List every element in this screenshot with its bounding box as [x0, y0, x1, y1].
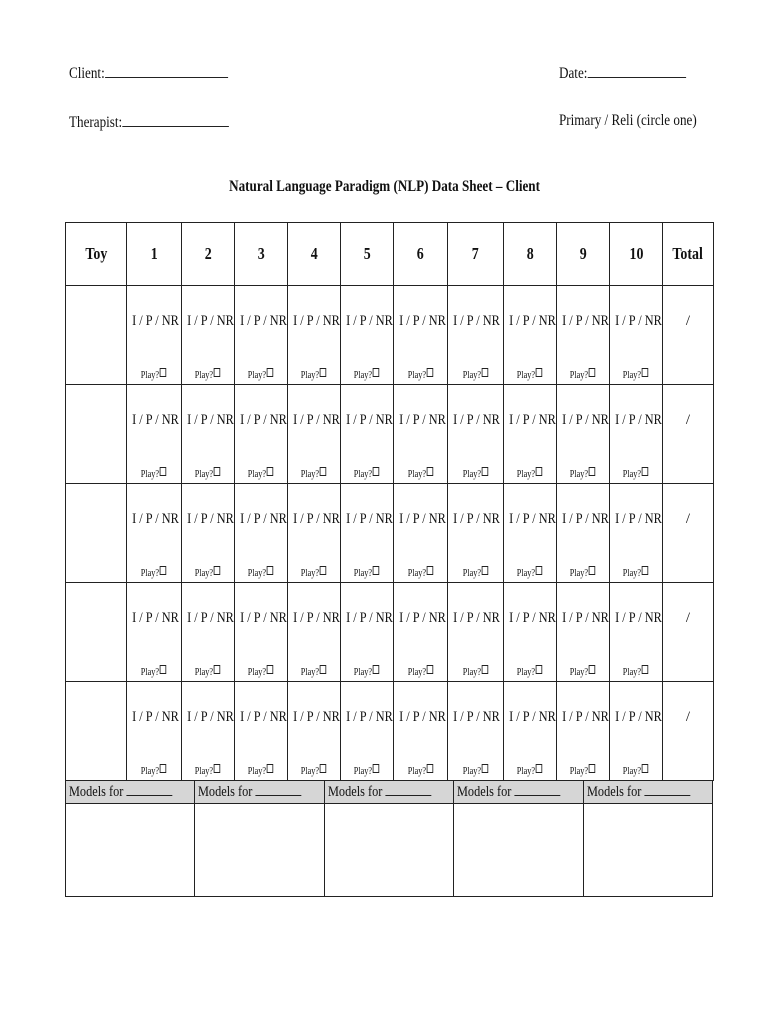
checkbox-icon[interactable] — [320, 566, 327, 575]
checkbox-icon[interactable] — [589, 467, 596, 476]
toy-cell[interactable] — [66, 484, 127, 583]
trial-cell[interactable] — [394, 682, 448, 781]
checkbox-icon[interactable] — [427, 467, 434, 476]
play-checkbox[interactable]: Play? — [557, 467, 609, 480]
toy-cell[interactable] — [66, 286, 127, 385]
trial-cell[interactable] — [448, 286, 504, 385]
checkbox-icon[interactable] — [373, 467, 380, 476]
total-slash: / — [685, 511, 691, 527]
models-header-row — [66, 781, 713, 804]
checkbox-icon[interactable] — [160, 467, 167, 476]
checkbox-icon[interactable] — [589, 368, 596, 377]
play-checkbox[interactable]: Play? — [182, 467, 234, 480]
response-options[interactable]: I / P / NR — [187, 709, 234, 725]
play-checkbox[interactable]: Play? — [235, 665, 287, 678]
play-checkbox[interactable]: Play? — [127, 368, 181, 381]
trial-cell[interactable] — [341, 682, 394, 781]
trial-cell[interactable] — [235, 286, 288, 385]
checkbox-icon[interactable] — [427, 764, 434, 773]
response-options[interactable]: I / P / NR — [509, 511, 556, 527]
play-checkbox[interactable]: Play? — [127, 665, 181, 678]
response-options[interactable]: I / P / NR — [562, 313, 609, 329]
play-checkbox[interactable]: Play? — [127, 764, 181, 777]
trial-cell[interactable] — [127, 385, 182, 484]
trial-cell[interactable] — [610, 286, 663, 385]
play-checkbox[interactable]: Play? — [448, 566, 503, 579]
checkbox-icon[interactable] — [214, 368, 221, 377]
checkbox-icon[interactable] — [427, 665, 434, 674]
date-label: Date: — [559, 65, 588, 82]
total-cell[interactable] — [663, 484, 714, 583]
trial-cell[interactable] — [557, 286, 610, 385]
trial-cell[interactable] — [504, 583, 557, 682]
models-body-row — [66, 804, 713, 897]
trial-cell[interactable] — [610, 583, 663, 682]
col-trial-7: 7 — [448, 223, 504, 286]
models-for-header: Models for — [195, 781, 324, 804]
table-row — [66, 484, 714, 583]
trial-cell[interactable] — [448, 484, 504, 583]
trial-cell[interactable] — [557, 385, 610, 484]
trial-cell[interactable] — [182, 286, 235, 385]
response-options[interactable]: I / P / NR — [399, 709, 446, 725]
checkbox-icon[interactable] — [214, 665, 221, 674]
play-checkbox[interactable]: Play? — [235, 566, 287, 579]
table-row — [66, 682, 714, 781]
play-checkbox[interactable]: Play? — [504, 764, 556, 777]
checkbox-icon[interactable] — [373, 665, 380, 674]
models-table — [65, 780, 713, 897]
response-options[interactable]: I / P / NR — [509, 412, 556, 428]
response-options[interactable]: I / P / NR — [615, 610, 662, 626]
play-checkbox[interactable]: Play? — [610, 467, 662, 480]
col-trial-5: 5 — [341, 223, 394, 286]
trial-cell[interactable] — [394, 286, 448, 385]
client-label: Client: — [69, 65, 105, 82]
toy-cell[interactable] — [66, 583, 127, 682]
trial-cell[interactable] — [448, 385, 504, 484]
response-options[interactable]: I / P / NR — [132, 610, 179, 626]
response-options[interactable]: I / P / NR — [240, 709, 287, 725]
trial-cell[interactable] — [288, 385, 341, 484]
response-options[interactable]: I / P / NR — [453, 610, 500, 626]
trial-cell[interactable] — [341, 484, 394, 583]
trial-cell[interactable] — [288, 484, 341, 583]
trial-cell[interactable] — [394, 484, 448, 583]
table-header-row — [66, 223, 714, 286]
models-for-header: Models for — [66, 781, 195, 804]
table-row — [66, 385, 714, 484]
checkbox-icon[interactable] — [214, 566, 221, 575]
col-trial-2: 2 — [182, 223, 235, 286]
total-cell[interactable] — [663, 385, 714, 484]
primary-reli-label: Primary / Reli (circle one) — [559, 112, 697, 129]
play-checkbox[interactable]: Play? — [557, 368, 609, 381]
checkbox-icon[interactable] — [482, 368, 489, 377]
models-entry-box[interactable] — [66, 804, 195, 897]
trial-cell[interactable] — [448, 682, 504, 781]
checkbox-icon[interactable] — [373, 566, 380, 575]
response-options[interactable]: I / P / NR — [240, 313, 287, 329]
response-options[interactable]: I / P / NR — [615, 511, 662, 527]
response-options[interactable]: I / P / NR — [132, 511, 179, 527]
checkbox-icon[interactable] — [589, 764, 596, 773]
response-options[interactable]: I / P / NR — [240, 610, 287, 626]
play-checkbox[interactable]: Play? — [610, 368, 662, 381]
checkbox-icon[interactable] — [267, 566, 274, 575]
response-options[interactable]: I / P / NR — [509, 313, 556, 329]
response-options[interactable]: I / P / NR — [399, 610, 446, 626]
models-blank[interactable] — [644, 783, 690, 796]
response-options[interactable]: I / P / NR — [562, 610, 609, 626]
col-total: Total — [663, 223, 714, 286]
play-checkbox[interactable]: Play? — [288, 566, 340, 579]
response-options[interactable]: I / P / NR — [346, 511, 393, 527]
response-options[interactable]: I / P / NR — [346, 412, 393, 428]
col-trial-3: 3 — [235, 223, 288, 286]
play-checkbox[interactable]: Play? — [504, 368, 556, 381]
models-for-header: Models for — [454, 781, 583, 804]
checkbox-icon[interactable] — [320, 764, 327, 773]
trial-cell[interactable] — [235, 682, 288, 781]
models-blank[interactable] — [515, 783, 561, 796]
toy-cell[interactable] — [66, 385, 127, 484]
page-title: Natural Language Paradigm (NLP) Data Sheet – Client — [229, 178, 541, 195]
checkbox-icon[interactable] — [589, 665, 596, 674]
response-options[interactable]: I / P / NR — [132, 709, 179, 725]
response-options[interactable]: I / P / NR — [453, 313, 500, 329]
therapist-label: Therapist: — [69, 114, 123, 131]
checkbox-icon[interactable] — [589, 566, 596, 575]
trial-cell[interactable] — [182, 385, 235, 484]
checkbox-icon[interactable] — [267, 764, 274, 773]
response-options[interactable]: I / P / NR — [453, 709, 500, 725]
col-trial-10: 10 — [610, 223, 663, 286]
play-checkbox[interactable]: Play? — [127, 566, 181, 579]
primary-reli-field[interactable] — [559, 112, 727, 130]
checkbox-icon[interactable] — [482, 566, 489, 575]
checkbox-icon[interactable] — [267, 467, 274, 476]
trial-cell[interactable] — [288, 583, 341, 682]
trial-cell[interactable] — [127, 682, 182, 781]
trial-cell[interactable] — [557, 682, 610, 781]
play-checkbox[interactable]: Play? — [341, 566, 393, 579]
models-blank[interactable] — [127, 783, 173, 796]
checkbox-icon[interactable] — [482, 665, 489, 674]
checkbox-icon[interactable] — [160, 665, 167, 674]
play-checkbox[interactable]: Play? — [394, 665, 447, 678]
trial-cell[interactable] — [235, 583, 288, 682]
play-checkbox[interactable]: Play? — [394, 764, 447, 777]
checkbox-icon[interactable] — [536, 566, 543, 575]
checkbox-icon[interactable] — [482, 764, 489, 773]
play-checkbox[interactable]: Play? — [341, 467, 393, 480]
table-row — [66, 583, 714, 682]
total-cell[interactable] — [663, 286, 714, 385]
play-checkbox[interactable]: Play? — [394, 368, 447, 381]
therapist-field[interactable] — [69, 112, 264, 132]
play-checkbox[interactable]: Play? — [288, 368, 340, 381]
checkbox-icon[interactable] — [642, 764, 649, 773]
play-checkbox[interactable]: Play? — [235, 764, 287, 777]
response-options[interactable]: I / P / NR — [293, 313, 340, 329]
nlp-data-table — [65, 222, 714, 781]
play-checkbox[interactable]: Play? — [394, 566, 447, 579]
trial-cell[interactable] — [610, 682, 663, 781]
trial-cell[interactable] — [504, 484, 557, 583]
play-checkbox[interactable]: Play? — [557, 764, 609, 777]
response-options[interactable]: I / P / NR — [187, 313, 234, 329]
trial-cell[interactable] — [610, 385, 663, 484]
checkbox-icon[interactable] — [214, 764, 221, 773]
response-options[interactable]: I / P / NR — [562, 511, 609, 527]
trial-cell[interactable] — [504, 682, 557, 781]
checkbox-icon[interactable] — [214, 467, 221, 476]
trial-cell[interactable] — [448, 583, 504, 682]
col-trial-8: 8 — [504, 223, 557, 286]
models-blank[interactable] — [385, 783, 431, 796]
trial-cell[interactable] — [504, 286, 557, 385]
response-options[interactable]: I / P / NR — [399, 511, 446, 527]
col-trial-9: 9 — [557, 223, 610, 286]
models-blank[interactable] — [256, 783, 302, 796]
play-checkbox[interactable]: Play? — [610, 665, 662, 678]
response-options[interactable]: I / P / NR — [132, 412, 179, 428]
response-options[interactable]: I / P / NR — [187, 610, 234, 626]
total-slash: / — [685, 412, 691, 428]
total-slash: / — [685, 313, 691, 329]
checkbox-icon[interactable] — [536, 368, 543, 377]
checkbox-icon[interactable] — [267, 665, 274, 674]
play-checkbox[interactable]: Play? — [127, 467, 181, 480]
table-row — [66, 286, 714, 385]
play-checkbox[interactable]: Play? — [341, 665, 393, 678]
checkbox-icon[interactable] — [427, 566, 434, 575]
models-entry-box[interactable] — [324, 804, 453, 897]
col-trial-6: 6 — [394, 223, 448, 286]
checkbox-icon[interactable] — [536, 467, 543, 476]
therapist-blank[interactable] — [122, 112, 229, 127]
play-checkbox[interactable]: Play? — [182, 764, 234, 777]
trial-cell[interactable] — [235, 385, 288, 484]
play-checkbox[interactable]: Play? — [504, 665, 556, 678]
play-checkbox[interactable]: Play? — [341, 368, 393, 381]
date-field[interactable] — [559, 63, 714, 83]
models-entry-box[interactable] — [583, 804, 712, 897]
play-checkbox[interactable]: Play? — [448, 368, 503, 381]
checkbox-icon[interactable] — [160, 764, 167, 773]
trial-cell[interactable] — [235, 484, 288, 583]
response-options[interactable]: I / P / NR — [615, 709, 662, 725]
play-checkbox[interactable]: Play? — [182, 665, 234, 678]
play-checkbox[interactable]: Play? — [182, 566, 234, 579]
checkbox-icon[interactable] — [267, 368, 274, 377]
response-options[interactable]: I / P / NR — [509, 709, 556, 725]
response-options[interactable]: I / P / NR — [346, 313, 393, 329]
trial-cell[interactable] — [127, 484, 182, 583]
checkbox-icon[interactable] — [320, 368, 327, 377]
trial-cell[interactable] — [288, 682, 341, 781]
date-blank[interactable] — [587, 63, 685, 78]
response-options[interactable]: I / P / NR — [453, 412, 500, 428]
trial-cell[interactable] — [610, 484, 663, 583]
total-slash: / — [685, 709, 691, 725]
response-options[interactable]: I / P / NR — [293, 511, 340, 527]
response-options[interactable]: I / P / NR — [240, 412, 287, 428]
checkbox-icon[interactable] — [642, 467, 649, 476]
models-entry-box[interactable] — [454, 804, 583, 897]
response-options[interactable]: I / P / NR — [615, 412, 662, 428]
trial-cell[interactable] — [182, 484, 235, 583]
response-options[interactable]: I / P / NR — [399, 412, 446, 428]
response-options[interactable]: I / P / NR — [346, 610, 393, 626]
checkbox-icon[interactable] — [427, 368, 434, 377]
checkbox-icon[interactable] — [536, 764, 543, 773]
play-checkbox[interactable]: Play? — [610, 566, 662, 579]
checkbox-icon[interactable] — [320, 467, 327, 476]
play-checkbox[interactable]: Play? — [448, 467, 503, 480]
response-options[interactable]: I / P / NR — [399, 313, 446, 329]
toy-cell[interactable] — [66, 682, 127, 781]
response-options[interactable]: I / P / NR — [240, 511, 287, 527]
play-checkbox[interactable]: Play? — [288, 764, 340, 777]
col-trial-1: 1 — [127, 223, 182, 286]
response-options[interactable]: I / P / NR — [453, 511, 500, 527]
play-checkbox[interactable]: Play? — [448, 665, 503, 678]
checkbox-icon[interactable] — [536, 665, 543, 674]
client-field[interactable] — [69, 63, 263, 83]
trial-cell[interactable] — [394, 385, 448, 484]
trial-cell[interactable] — [127, 583, 182, 682]
response-options[interactable]: I / P / NR — [187, 511, 234, 527]
trial-cell[interactable] — [341, 286, 394, 385]
play-checkbox[interactable]: Play? — [394, 467, 447, 480]
play-checkbox[interactable]: Play? — [235, 368, 287, 381]
trial-cell[interactable] — [557, 583, 610, 682]
play-checkbox[interactable]: Play? — [557, 566, 609, 579]
client-blank[interactable] — [105, 63, 228, 78]
response-options[interactable]: I / P / NR — [509, 610, 556, 626]
trial-cell[interactable] — [557, 484, 610, 583]
play-checkbox[interactable]: Play? — [235, 467, 287, 480]
checkbox-icon[interactable] — [160, 566, 167, 575]
play-checkbox[interactable]: Play? — [610, 764, 662, 777]
response-options[interactable]: I / P / NR — [293, 610, 340, 626]
response-options[interactable]: I / P / NR — [615, 313, 662, 329]
trial-cell[interactable] — [341, 583, 394, 682]
response-options[interactable]: I / P / NR — [187, 412, 234, 428]
play-checkbox[interactable]: Play? — [504, 566, 556, 579]
checkbox-icon[interactable] — [373, 764, 380, 773]
trial-cell[interactable] — [288, 286, 341, 385]
response-options[interactable]: I / P / NR — [132, 313, 179, 329]
play-checkbox[interactable]: Play? — [288, 467, 340, 480]
checkbox-icon[interactable] — [642, 368, 649, 377]
checkbox-icon[interactable] — [642, 566, 649, 575]
checkbox-icon[interactable] — [642, 665, 649, 674]
trial-cell[interactable] — [182, 583, 235, 682]
response-options[interactable]: I / P / NR — [562, 412, 609, 428]
play-checkbox[interactable]: Play? — [504, 467, 556, 480]
total-cell[interactable] — [663, 682, 714, 781]
models-entry-box[interactable] — [195, 804, 324, 897]
response-options[interactable]: I / P / NR — [293, 709, 340, 725]
models-for-header: Models for — [324, 781, 453, 804]
play-checkbox[interactable]: Play? — [448, 764, 503, 777]
checkbox-icon[interactable] — [320, 665, 327, 674]
play-checkbox[interactable]: Play? — [182, 368, 234, 381]
checkbox-icon[interactable] — [482, 467, 489, 476]
play-checkbox[interactable]: Play? — [341, 764, 393, 777]
response-options[interactable]: I / P / NR — [293, 412, 340, 428]
response-options[interactable]: I / P / NR — [562, 709, 609, 725]
trial-cell[interactable] — [182, 682, 235, 781]
col-toy: Toy — [66, 223, 127, 286]
col-trial-4: 4 — [288, 223, 341, 286]
checkbox-icon[interactable] — [160, 368, 167, 377]
trial-cell[interactable] — [127, 286, 182, 385]
play-checkbox[interactable]: Play? — [557, 665, 609, 678]
total-cell[interactable] — [663, 583, 714, 682]
trial-cell[interactable] — [504, 385, 557, 484]
play-checkbox[interactable]: Play? — [288, 665, 340, 678]
checkbox-icon[interactable] — [373, 368, 380, 377]
total-slash: / — [685, 610, 691, 626]
response-options[interactable]: I / P / NR — [346, 709, 393, 725]
models-for-header: Models for — [583, 781, 712, 804]
trial-cell[interactable] — [341, 385, 394, 484]
trial-cell[interactable] — [394, 583, 448, 682]
